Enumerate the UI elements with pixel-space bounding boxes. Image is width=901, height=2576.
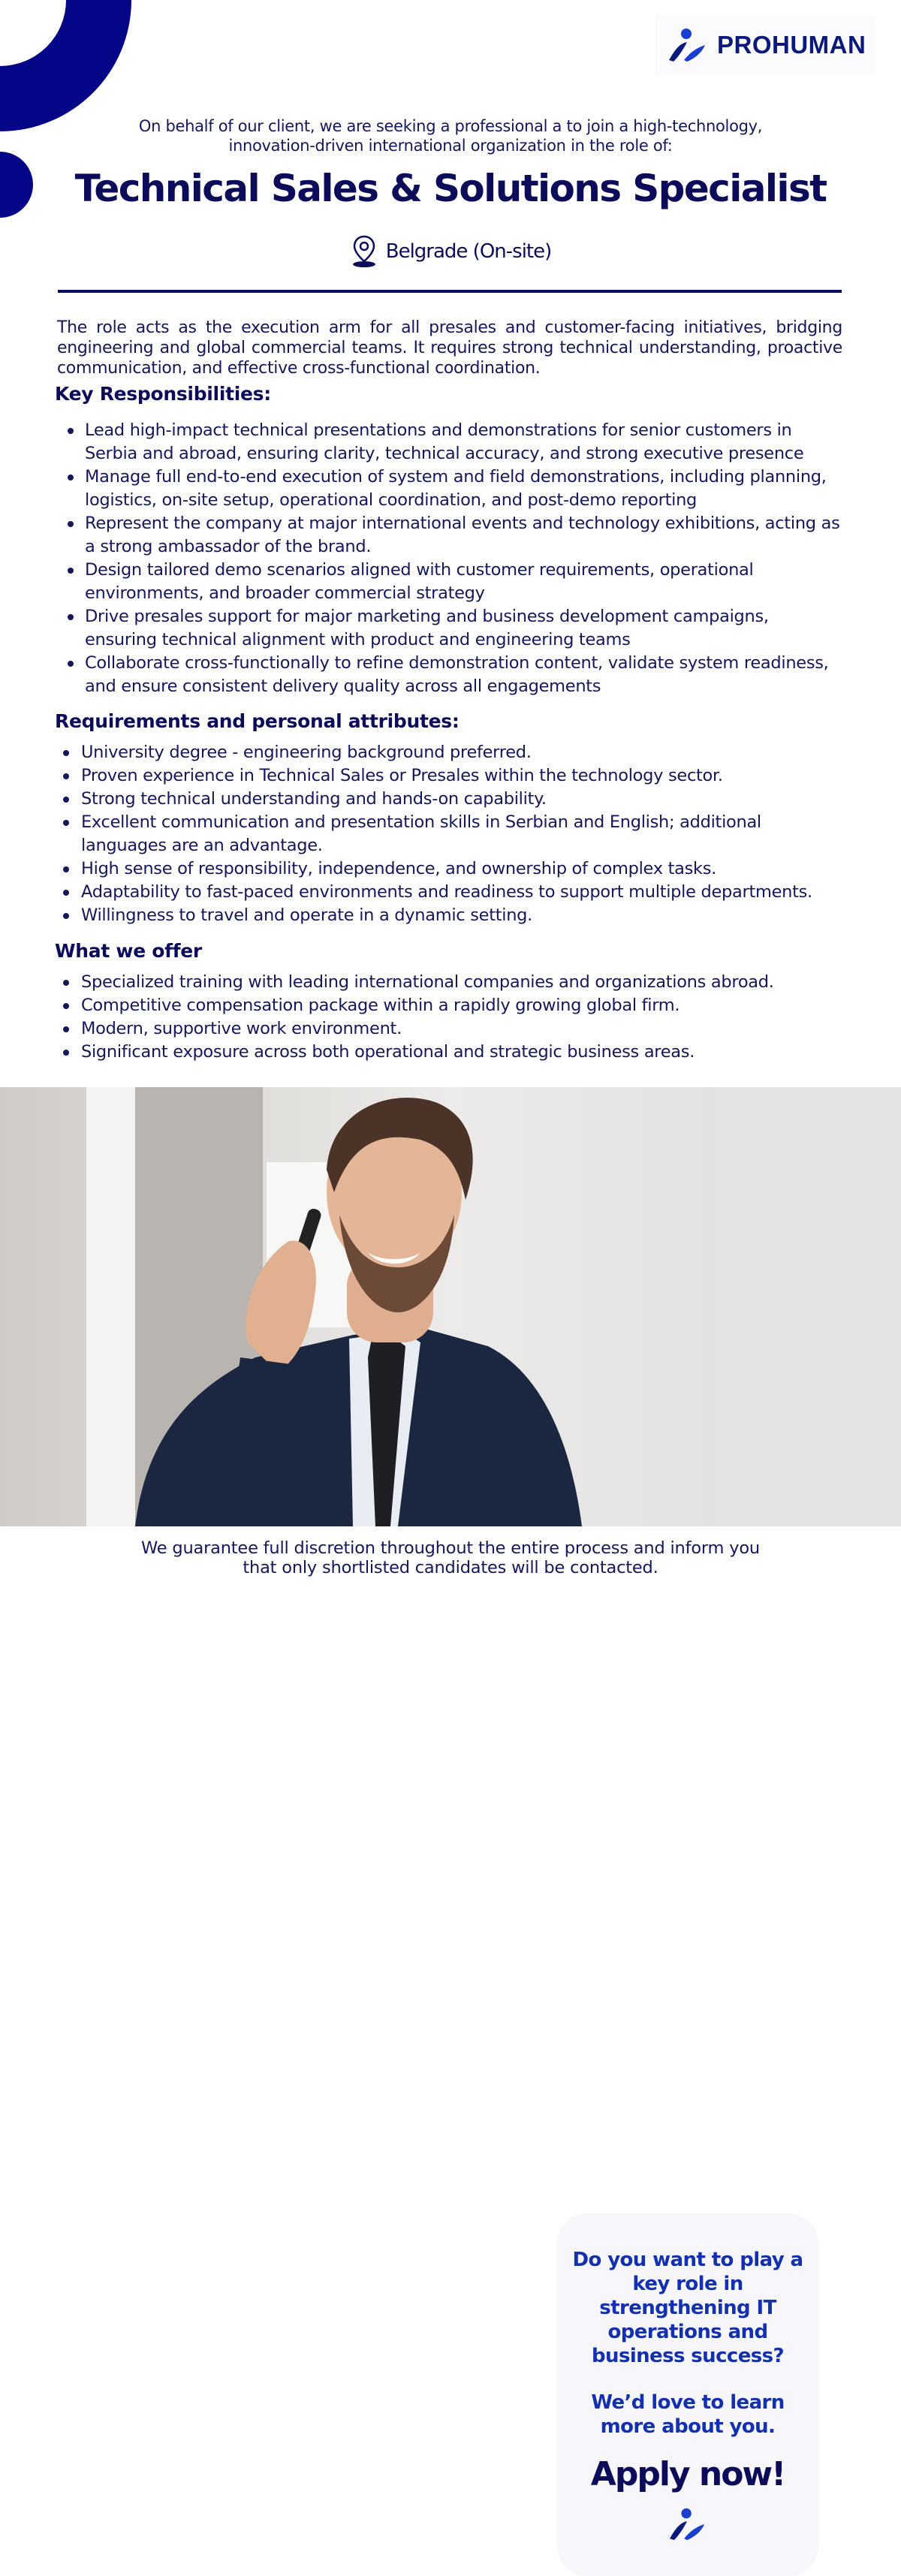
- list-item: Competitive compensation package within a rapidly growing global firm.: [81, 994, 839, 1017]
- list-item: Modern, supportive work environment.: [81, 1017, 839, 1041]
- job-title: Technical Sales & Solutions Specialist: [74, 167, 827, 210]
- list-item: Lead high-impact technical presentations and demonstrations for senior customers in Serbia and abroad, ensuring clarity, technical accuracy, and strong executive presence: [85, 419, 843, 465]
- location-pin-icon: [350, 234, 378, 269]
- footer-line-2: that only shortlisted candidates will be contacted.: [243, 1558, 658, 1577]
- brand-name: PROHUMAN: [717, 31, 866, 59]
- list-item: Excellent communication and presentation skills in Serbian and English; additional languages are an advantage.: [81, 811, 839, 857]
- location-text: Belgrade (On-site): [385, 240, 552, 263]
- brand-logo: [655, 15, 875, 75]
- intro-text: [113, 116, 788, 155]
- responsibilities-list: [85, 419, 843, 698]
- discretion-note: [0, 1538, 901, 1577]
- apply-now-text: Apply now!: [590, 2455, 785, 2493]
- list-item: Specialized training with leading international companies and organizations abroad.: [81, 971, 839, 994]
- list-item: Adaptability to fast-paced environments and readiness to support multiple departments.: [81, 881, 839, 904]
- list-item: Manage full end-to-end execution of system and field demonstrations, including planning, logistics, on-site setup, operational coordination, and post-demo reporting: [85, 465, 843, 512]
- list-item: Collaborate cross-functionally to refine demonstration content, validate system readiness, and ensure consistent delivery quality across all engagements: [85, 652, 843, 698]
- call-to-action-card: [557, 2213, 818, 2576]
- list-item: University degree - engineering background preferred.: [81, 741, 839, 764]
- cta-question: Do you want to play a key role in strengthening IT operations and business success?: [572, 2249, 803, 2367]
- divider: [58, 290, 842, 293]
- list-item: Drive presales support for major marketing and business development campaigns, ensuring technical alignment with product and engineering teams: [85, 605, 843, 652]
- intro-line-1: On behalf of our client, we are seeking a professional a to join a high-technology,: [138, 117, 763, 135]
- businessman-illustration: [0, 1087, 901, 1526]
- offer-list: [81, 971, 839, 1064]
- requirements-list: [81, 741, 839, 927]
- list-item: Design tailored demo scenarios aligned with customer requirements, operational environments, and broader commercial strategy: [85, 559, 843, 605]
- footer-line-1: We guarantee full discretion throughout the entire process and inform you: [141, 1538, 760, 1558]
- prohuman-mark-icon: [667, 27, 708, 63]
- list-item: Willingness to travel and operate in a dynamic setting.: [81, 904, 839, 927]
- intro-line-2: innovation-driven international organization in the role of:: [228, 137, 673, 155]
- list-item: High sense of responsibility, independence, and ownership of complex tasks.: [81, 857, 839, 881]
- responsibilities-heading: Key Responsibilities:: [55, 383, 271, 405]
- list-item: Proven experience in Technical Sales or Presales within the technology sector.: [81, 764, 839, 788]
- job-location: [0, 234, 901, 269]
- decorative-quarter-ring: [0, 0, 131, 131]
- cta-invite: We’d love to learn more about you.: [591, 2391, 785, 2438]
- list-item: Represent the company at major international events and technology exhibitions, acting as a strong ambassador of the brand.: [85, 512, 843, 559]
- list-item: Strong technical understanding and hands-on capability.: [81, 788, 839, 811]
- requirements-heading: Requirements and personal attributes:: [55, 710, 460, 732]
- prohuman-mark-icon: [668, 2507, 707, 2541]
- list-item: Significant exposure across both operational and strategic business areas.: [81, 1041, 839, 1064]
- intro-paragraph: The role acts as the execution arm for all presales and customer-facing initiatives, bridging engineering and global commercial teams. It requires strong technical understanding, proactive communication, and effective cross-functional coordination.: [57, 318, 842, 378]
- offer-heading: What we offer: [55, 940, 202, 962]
